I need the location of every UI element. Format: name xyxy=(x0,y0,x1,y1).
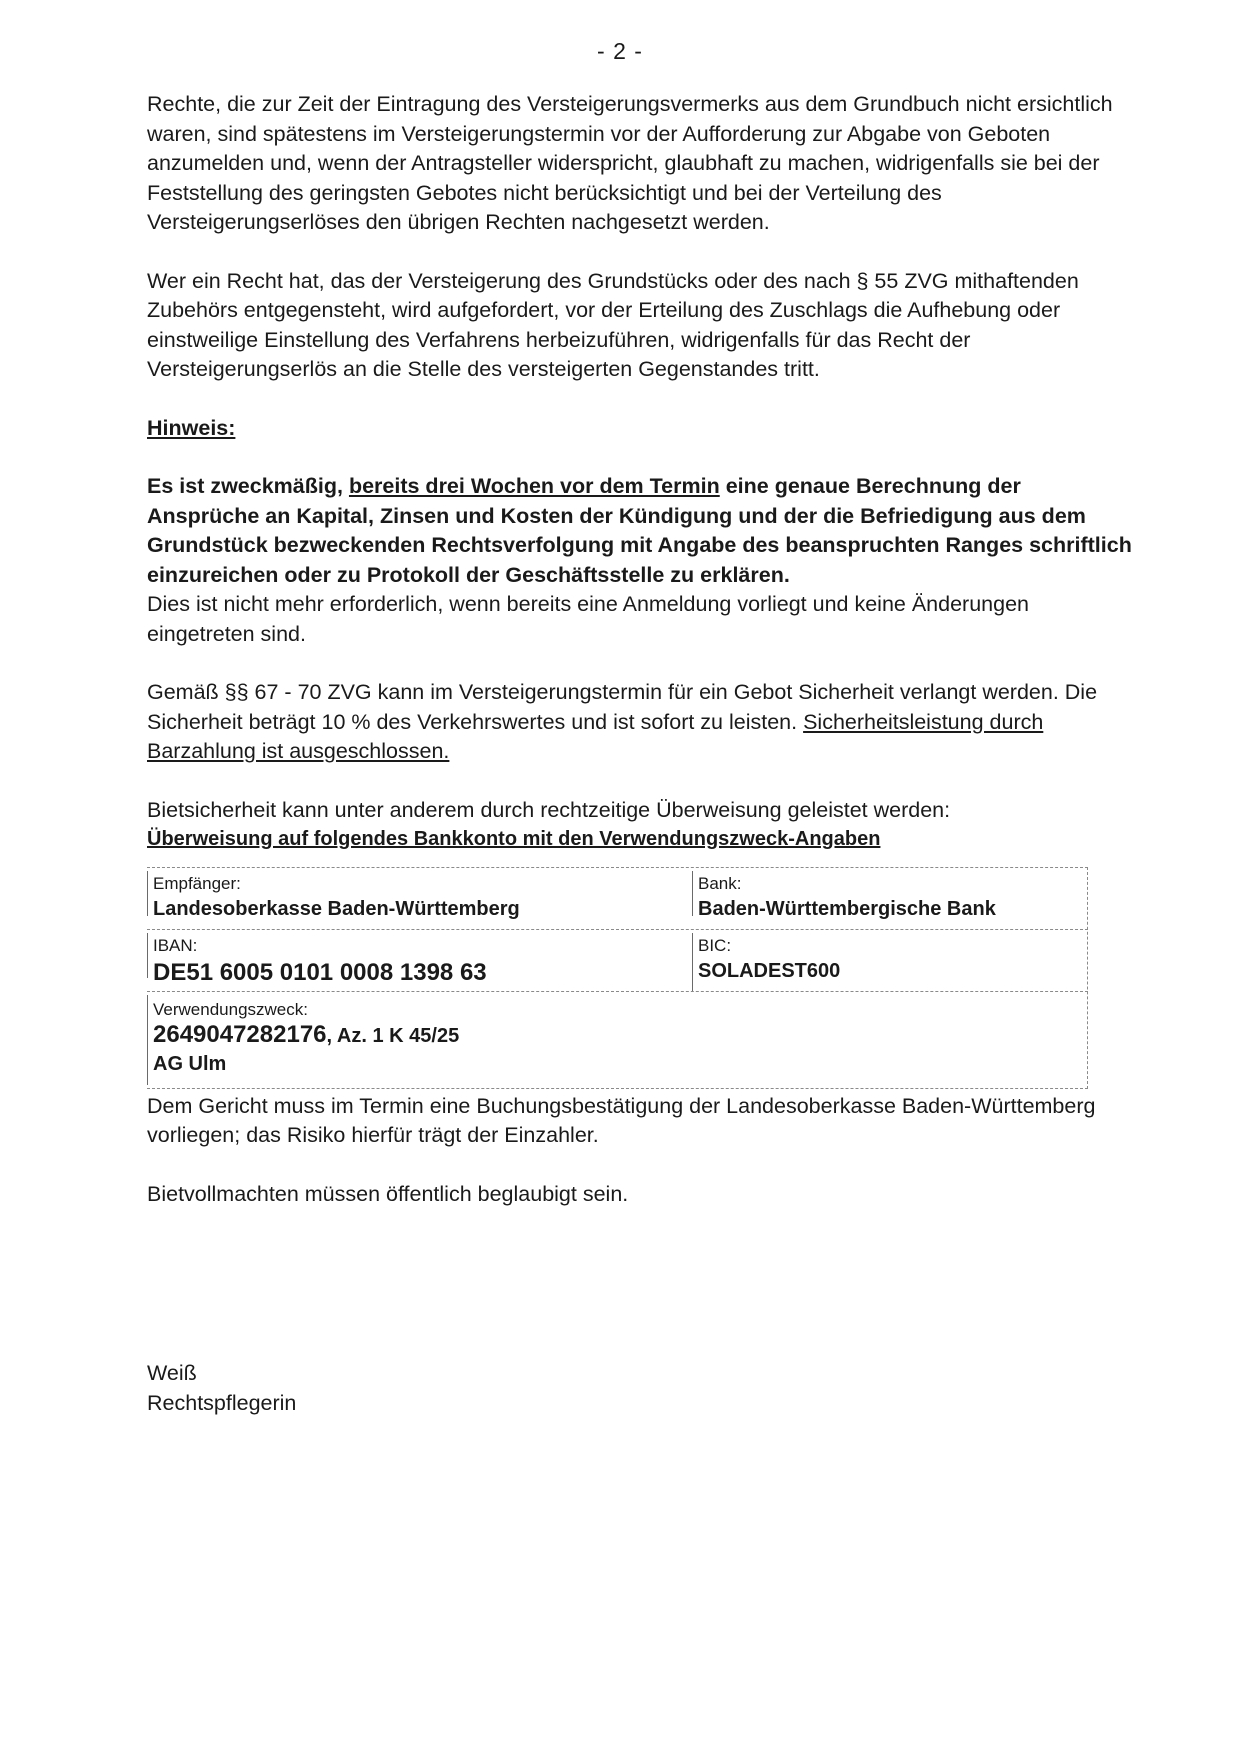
iban-value: DE51 6005 0101 0008 1398 63 xyxy=(153,958,487,986)
signatory-name: Weiß xyxy=(147,1361,197,1385)
bank-box-divider xyxy=(147,929,1088,930)
hinweis-text-rest: eine genaue Berechnung der Ansprüche an Kapital, Zinsen und Kosten der Kündigung und der die Befriedigung aus dem Grundstück bezweckenden Rechtsverfolgung mit Angabe des beanspruchten Ranges schriftlich einzureichen oder zu Protokoll der Geschäftsstelle zu erklären. xyxy=(147,474,1132,587)
bank-box-marker xyxy=(692,933,693,991)
document-body xyxy=(147,90,1137,1418)
bank-value: Baden-Württembergische Bank xyxy=(698,897,996,920)
paragraph-power-of-attorney: Bietvollmachten müssen öffentlich beglaubigt sein. xyxy=(147,1181,629,1206)
bank-box-marker xyxy=(147,995,148,1085)
purpose-reference xyxy=(153,1021,459,1050)
cash-excluded-note: Sicherheitsleistung durch Barzahlung ist ausgeschlossen. xyxy=(147,709,1044,763)
bank-box-marker xyxy=(147,933,148,978)
bank-box-marker xyxy=(147,871,148,916)
page-number: - 2 - xyxy=(597,38,643,64)
paragraph-rights-registration: Rechte, die zur Zeit der Eintragung des Versteigerungsvermerks aus dem Grundbuch nicht ersichtlich waren, sind spätestens im Versteigerungstermin vor der Aufforderung zur Abgabe von Geboten anzumelden und, wenn der Antragsteller widerspricht, glaubhaft zu machen, widrigenfalls sie bei der Feststellung des geringsten Gebotes nicht berücksichtigt und bei der Verteilung des Versteigerungserlöses den übrigen Rechten nachgesetzt werden. xyxy=(147,92,1113,234)
recipient-label: Empfänger: xyxy=(153,873,241,893)
recipient-cell xyxy=(153,873,520,923)
paragraph-bid-security: Bietsicherheit kann unter anderem durch rechtzeitige Überweisung geleistet werden: xyxy=(147,797,951,822)
purpose-court: AG Ulm xyxy=(153,1052,227,1075)
paragraph-conflicting-rights: Wer ein Recht hat, das der Versteigerung des Grundstücks oder des nach § 55 ZVG mithaftenden Zubehörs entgegensteht, wird aufgefordert, vor der Erteilung des Zuschlags die Aufhebung oder einstweilige Einstellung des Verfahrens herbeizuführen, widrigenfalls für das Recht der Versteigerungserlös an die Stelle des versteigerten Gegenstandes tritt. xyxy=(147,268,1079,381)
bank-transfer-heading: Überweisung auf folgendes Bankkonto mit den Verwendungszweck-Angaben xyxy=(147,828,881,850)
recipient-value: Landesoberkasse Baden-Württemberg xyxy=(153,897,520,920)
bic-value: SOLADEST600 xyxy=(698,959,841,982)
iban-label: IBAN: xyxy=(153,935,198,955)
purpose-cell xyxy=(153,999,459,1078)
purpose-case-ref: , Az. 1 K 45/25 xyxy=(326,1024,460,1047)
bank-details-box xyxy=(145,867,1093,1090)
purpose-label: Verwendungszweck: xyxy=(153,999,308,1019)
paragraph-booking-confirmation: Dem Gericht muss im Termin eine Buchungsbestätigung der Landesoberkasse Baden-Württemberg vorliegen; das Risiko hierfür trägt der Einzahler. xyxy=(147,1093,1096,1147)
paragraph-not-required: Dies ist nicht mehr erforderlich, wenn bereits eine Anmeldung vorliegt und keine Änderungen eingetreten sind. xyxy=(147,592,1030,646)
hinweis-deadline: bereits drei Wochen vor dem Termin xyxy=(348,474,720,498)
bic-label: BIC: xyxy=(698,935,732,955)
bic-cell xyxy=(698,935,840,985)
signatory-title: Rechtspflegerin xyxy=(147,1390,297,1415)
signature-block xyxy=(147,1359,1137,1418)
purpose-number: 2649047282176 xyxy=(153,1020,327,1048)
bank-label: Bank: xyxy=(698,873,742,893)
hinweis-text-start: Es ist zweckmäßig, xyxy=(147,474,349,498)
iban-cell xyxy=(153,935,487,989)
bank-box-divider xyxy=(147,991,1088,992)
security-text: Gemäß §§ 67 - 70 ZVG kann im Versteigerungstermin für ein Gebot Sicherheit verlangt werden. Die Sicherheit beträgt 10 % des Verkehrswertes und ist sofort zu leisten. xyxy=(147,680,1098,734)
bank-cell xyxy=(698,873,996,923)
paragraph-security xyxy=(147,678,1137,767)
bank-box-marker xyxy=(692,871,693,916)
hinweis-heading: Hinweis: xyxy=(147,415,236,440)
hinweis-text xyxy=(147,472,1137,590)
